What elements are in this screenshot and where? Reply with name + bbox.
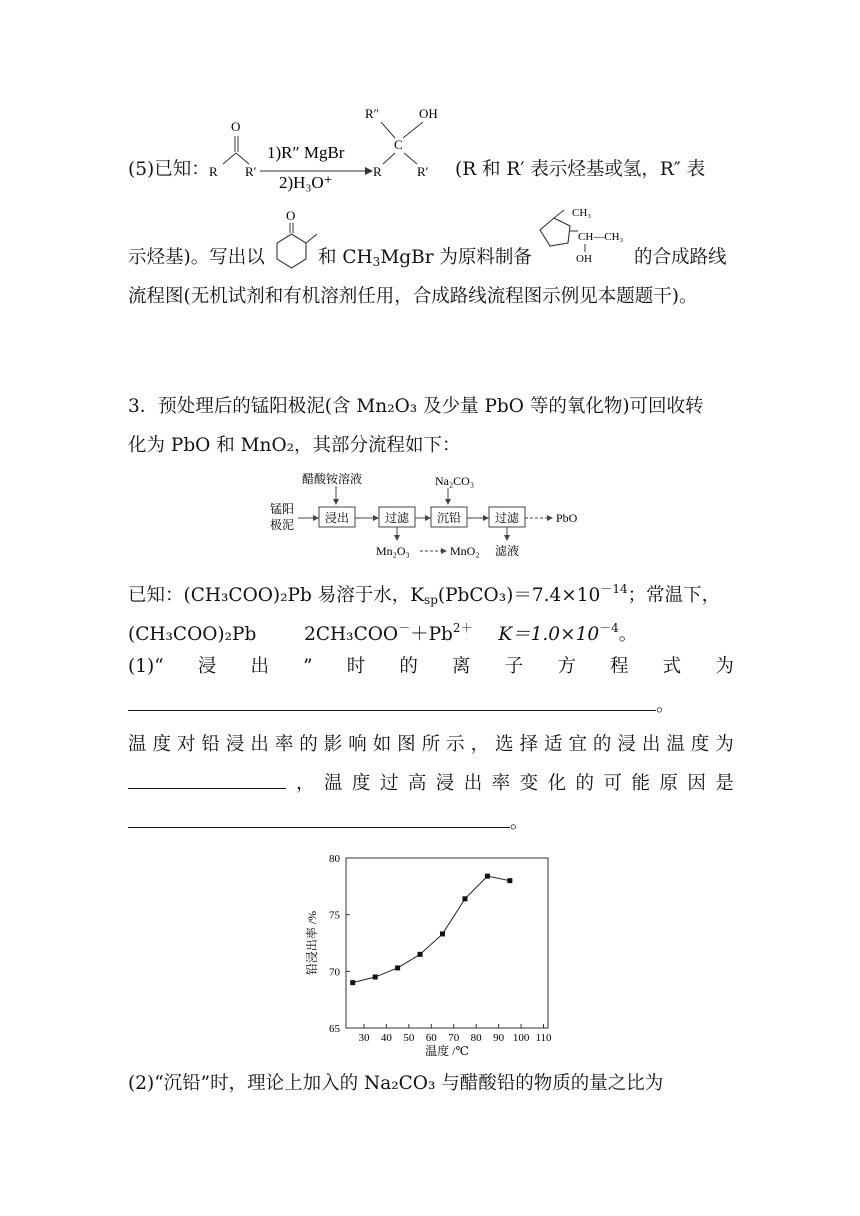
- part1-char: 离: [452, 656, 471, 677]
- part1-question: [128, 653, 734, 681]
- flow-product: PbO: [556, 511, 578, 525]
- part5-prefix: (5)已知：: [128, 159, 210, 180]
- temp-q-char: 度: [152, 734, 171, 755]
- plot-frame: [346, 858, 548, 1028]
- x-tick-label: 90: [493, 1032, 505, 1044]
- temp-q-char: 如: [372, 734, 392, 755]
- ketone-r-label: R: [209, 164, 218, 179]
- alcohol-oh-label: OH: [419, 106, 438, 121]
- part1-char: 方: [557, 656, 576, 677]
- y-tick-label: 75: [329, 909, 340, 922]
- part1-char: 的: [399, 656, 418, 677]
- target-alcohol-structure: [528, 200, 638, 268]
- alcohol-r2-label: R″: [365, 106, 380, 121]
- data-point: [373, 975, 378, 980]
- flow-byproduct1b: MnO₂: [450, 544, 480, 558]
- svg-text:CH₃: CH₃: [572, 207, 592, 219]
- temp-q2-char: 温: [323, 773, 343, 794]
- alcohol-c-label: C: [394, 137, 403, 152]
- flow-start-2: 极泥: [270, 518, 295, 532]
- temp-q2-char: 出: [463, 773, 483, 794]
- data-point: [485, 874, 490, 879]
- temp-q-char: 浸: [617, 734, 636, 755]
- lead-leaching-chart: [300, 848, 562, 1056]
- temp-q2-char: ，: [296, 773, 315, 794]
- data-line: [353, 876, 510, 983]
- flow-step1: 浸出: [325, 511, 350, 525]
- data-point: [507, 878, 512, 883]
- temp-q-char: 的: [299, 734, 318, 755]
- part1-char: 时: [346, 656, 366, 677]
- temp-q-char: 铅: [201, 734, 220, 755]
- temp-q-char: 度: [690, 734, 710, 755]
- flow-byproduct1: Mn₂O₃: [376, 544, 410, 558]
- part1-char: 为: [715, 656, 734, 677]
- temp-q2-char: 变: [519, 773, 539, 794]
- part5-line3: 流程图(无机试剂和有机溶剂任用，合成路线流程图示例见本题题干)。: [128, 286, 698, 307]
- data-point: [418, 952, 423, 957]
- flow-start-1: 锰阳: [270, 502, 295, 516]
- x-tick-label: 40: [380, 1032, 392, 1044]
- answer-blank-1[interactable]: [128, 692, 656, 711]
- temp-question-line2: [128, 770, 734, 798]
- x-tick-label: 50: [403, 1032, 415, 1044]
- temp-q2-char: 率: [491, 773, 511, 794]
- temp-q-char: 择: [519, 734, 539, 755]
- x-axis-label: 温度 /℃: [425, 1044, 469, 1056]
- temp-q-char: 的: [592, 734, 612, 755]
- ketone-r1-label: R′: [245, 164, 257, 179]
- part1-char: (1)“: [128, 656, 164, 677]
- temp-q-char: 出: [250, 734, 269, 755]
- y-tick-label: 65: [329, 1023, 340, 1035]
- reagent-line1: 1)R″ MgBr: [267, 143, 345, 162]
- temp-q-char: 适: [543, 734, 563, 755]
- temp-q-char: 选: [495, 734, 514, 755]
- x-tick-label: 100: [512, 1032, 530, 1044]
- temp-question: [128, 731, 734, 759]
- y-tick-label: 70: [329, 966, 340, 979]
- x-tick-label: 110: [535, 1032, 552, 1044]
- flow-step3: 沉铅: [437, 511, 462, 525]
- temp-q2-char: 是: [715, 773, 734, 794]
- part5-line2-a: 示烃基)。写出以: [128, 247, 265, 268]
- y-tick-label: 80: [329, 853, 340, 865]
- data-point: [440, 931, 445, 936]
- ketone-o-label: O: [231, 119, 241, 134]
- temp-q-char: 图: [397, 734, 416, 755]
- temp-q-char: 温: [666, 734, 685, 755]
- temp-q-char: 为: [715, 734, 734, 755]
- data-point: [395, 965, 400, 970]
- part5-line2-d: 的合成路线: [634, 247, 727, 268]
- methylcyclohexanone-structure: [262, 206, 322, 272]
- y-axis-label: 铅浸出率 /%: [305, 910, 319, 976]
- part1-char: 出: [250, 656, 269, 677]
- x-tick-label: 30: [358, 1032, 370, 1044]
- data-point: [462, 896, 467, 901]
- temp-q-char: 出: [641, 734, 661, 755]
- part1-char: ”: [303, 656, 313, 677]
- data-point: [350, 980, 355, 985]
- part1-char: 程: [610, 656, 629, 677]
- part5-line2-b: 和 $CH_3MgBr$ 为原料制备: [318, 247, 532, 269]
- temp-q2-char: 能: [631, 773, 650, 794]
- svg-text:CH—CH₃: CH—CH₃: [578, 231, 624, 243]
- temp-q2-char: 高: [407, 773, 427, 794]
- part5-note: (R 和 R′ 表示烃基或氢，R″ 表: [455, 159, 706, 180]
- x-tick-label: 60: [425, 1032, 437, 1044]
- temp-q-char: 所: [421, 734, 441, 755]
- temp-q-char: 率: [274, 734, 294, 755]
- temp-q2-char: 的: [575, 773, 595, 794]
- flow-reagent1: 醋酸铵溶液: [302, 472, 363, 486]
- temp-q2-char: 因: [687, 773, 706, 794]
- q3-title-line1: 3．预处理后的锰阳极泥(含 Mn₂O₃ 及少量 PbO 等的氧化物)可回收转: [128, 396, 704, 417]
- known-line2: (CH₃COO)₂Pb $2CH_3COO^-+Pb^{2+}$ $K=1.0\times 10^{-4}$。: [128, 621, 638, 645]
- flow-step2: 过滤: [385, 511, 410, 525]
- answer-blank-3[interactable]: [128, 809, 510, 828]
- flow-step4: 过滤: [495, 511, 520, 525]
- temp-q-char: ，: [470, 734, 490, 755]
- grignard-reaction-scheme: [205, 100, 445, 192]
- x-tick-label: 70: [448, 1032, 460, 1044]
- part2-question: (2)“沉铅”时，理论上加入的 Na₂CO₃ 与醋酸铅的物质的量之比为: [128, 1073, 664, 1094]
- temp-q2-char: 可: [603, 773, 622, 794]
- svg-text:O: O: [286, 208, 296, 223]
- alcohol-r-label: R: [373, 164, 382, 179]
- temp-q2-char: 浸: [435, 773, 455, 794]
- temp-q-char: 宜: [568, 734, 587, 755]
- svg-text:OH: OH: [576, 253, 592, 265]
- temp-q-char: 响: [348, 734, 367, 755]
- flow-byproduct2: 滤液: [495, 544, 520, 558]
- q3-title-line2: 化为 PbO 和 MnO₂，其部分流程如下：: [128, 435, 461, 456]
- reagent-line2: 2)H₃O⁺: [279, 173, 333, 192]
- temp-q-char: 对: [176, 734, 196, 755]
- part1-answer-line: 。: [128, 692, 675, 720]
- x-tick-label: 80: [470, 1032, 482, 1044]
- part1-char: 浸: [197, 656, 217, 677]
- temp-q2-char: 度: [351, 773, 371, 794]
- part1-char: 子: [504, 656, 524, 677]
- temp-q-char: 浸: [225, 734, 245, 755]
- answer-blank-2[interactable]: [128, 770, 286, 789]
- temp-q-char: 温: [128, 734, 147, 755]
- temp-q2-char: 原: [659, 773, 678, 794]
- part1-char: 式: [662, 656, 682, 677]
- temp-q-char: 影: [323, 734, 343, 755]
- flow-reagent2: Na₂CO₃: [435, 474, 475, 488]
- alcohol-r1-label: R′: [417, 164, 429, 179]
- temp-q2-char: 过: [379, 773, 399, 794]
- temp-answer-line: 。: [128, 809, 529, 837]
- temp-q2-char: 化: [547, 773, 567, 794]
- temp-q-char: 示: [446, 734, 465, 755]
- process-flow-diagram: [262, 466, 602, 562]
- known-line1: 已知：(CH₃COO)₂Pb 易溶于水，$K_{sp}(PbCO_3)=7.4\times 10^{-14}$；常温下，: [128, 582, 721, 607]
